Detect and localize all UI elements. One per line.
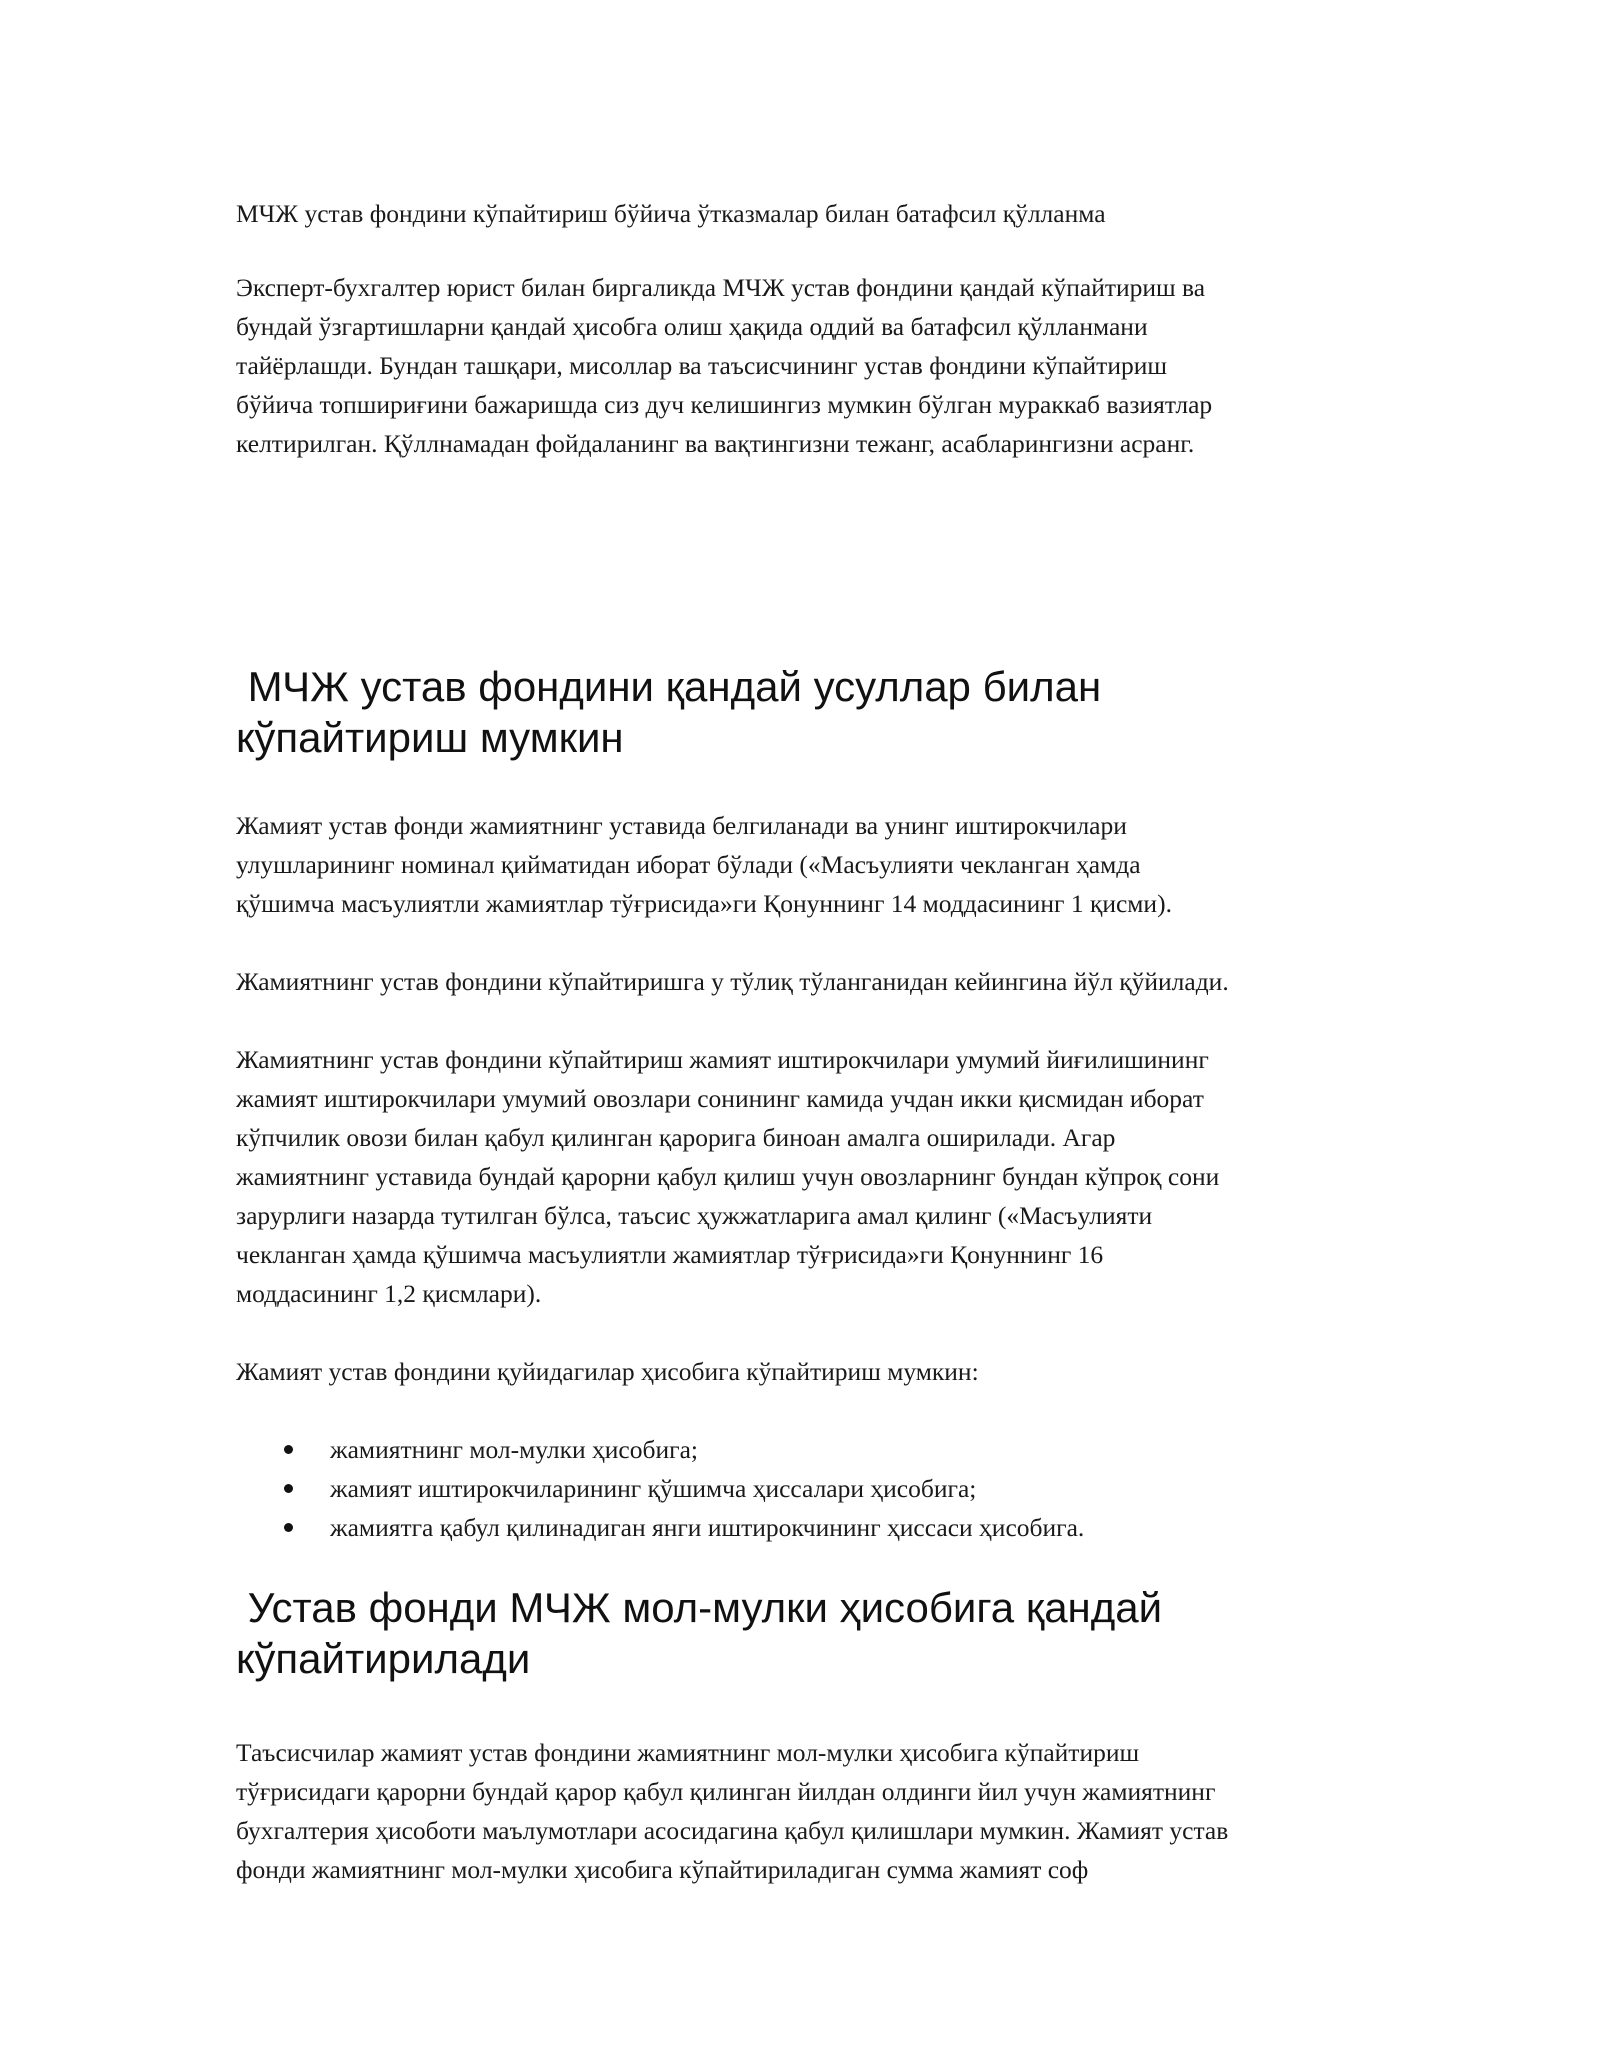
paragraph-line: моддасининг 1,2 қисмлари).: [236, 1279, 542, 1308]
paragraph-line: Жамиятнинг устав фондини кўпайтириш жамият иштирокчилари умумий йиғилишининг: [236, 1045, 1209, 1074]
bullet-icon: [284, 1523, 293, 1532]
paragraph-line: қўшимча масъулиятли жамиятлар тўғрисида»ги Қонуннинг 14 моддасининг 1 қисми).: [236, 889, 1172, 918]
paragraph-line: чекланган ҳамда қўшимча масъулиятли жамиятлар тўғрисида»ги Қонуннинг 16: [236, 1240, 1104, 1269]
bullet-icon: [284, 1484, 293, 1493]
list-item: [236, 1508, 1084, 1547]
intro-line: тайёрлашди. Бундан ташқари, мисоллар ва таъсисчининг устав фондини кўпайтириш: [236, 351, 1167, 380]
paragraph-line: Жамиятнинг устав фондини кўпайтиришга у тўлиқ тўланганидан кейингина йўл қўйилади.: [236, 967, 1229, 996]
paragraph-line: зарурлиги назарда тутилган бўлса, таъсис ҳужжатларига амал қилинг («Масъулияти: [236, 1201, 1153, 1230]
heading-line: кўпайтириш мумкин: [236, 714, 624, 761]
paragraph-full-payment: [236, 962, 1376, 1001]
list-item: [236, 1430, 1084, 1469]
intro-line: бундай ўзгартишларни қандай ҳисобга олиш ҳақида оддий ва батафсил қўлланмани: [236, 312, 1148, 341]
document-title: МЧЖ устав фондини кўпайтириш бўйича ўтказмалар билан батафсил қўлланма: [236, 199, 1106, 228]
paragraph-line: жамиятнинг уставида бундай қарорни қабул қилиш учун овозларнинг бундан кўпроқ сони: [236, 1162, 1220, 1191]
paragraph-line: бухгалтерия ҳисоботи маълумотлари асосидагина қабул қилишлари мумкин. Жамият устав: [236, 1816, 1229, 1845]
intro-line: Эксперт-бухгалтер юрист билан биргаликда МЧЖ устав фондини қандай кўпайтириш ва: [236, 273, 1206, 302]
heading-line: кўпайтирилади: [236, 1635, 531, 1682]
section-heading-methods: [236, 661, 1101, 763]
paragraph-line: фонди жамиятнинг мол-мулки ҳисобига кўпайтириладиган сумма жамият соф: [236, 1855, 1089, 1884]
heading-line: Устав фонди МЧЖ мол-мулки ҳисобига қандай: [236, 1584, 1163, 1631]
paragraph-line: кўпчилик овози билан қабул қилинган қарорига биноан амалга оширилади. Агар: [236, 1123, 1116, 1152]
paragraph-general-meeting: [236, 1040, 1376, 1313]
paragraph-line: Жамият устав фонди жамиятнинг уставида белгиланади ва унинг иштирокчилари: [236, 811, 1127, 840]
intro-line: келтирилган. Қўллнамадан фойдаланинг ва вақтингизни тежанг, асабларингизни асранг.: [236, 429, 1195, 458]
paragraph-increase-sources: [236, 1352, 1376, 1391]
paragraph-line: улушларининг номинал қийматидан иборат бўлади («Масъулияти чекланган ҳамда: [236, 850, 1141, 879]
paragraph-line: тўғрисидаги қарорни бундай қарор қабул қилинган йилдан олдинги йил учун жамиятнинг: [236, 1777, 1216, 1806]
paragraph-founders-decision: [236, 1733, 1376, 1889]
list-item-text: жамиятга қабул қилинадиган янги иштирокчининг ҳиссаси ҳисобига.: [330, 1513, 1085, 1542]
section-heading-property: [236, 1582, 1162, 1684]
list-item-text: жамиятнинг мол-мулки ҳисобига;: [330, 1435, 698, 1464]
paragraph-line: Таъсисчилар жамият устав фондини жамиятнинг мол-мулки ҳисобига кўпайтириш: [236, 1738, 1140, 1767]
paragraph-charter-fund-definition: [236, 806, 1376, 923]
paragraph-line: Жамият устав фондини қуйидагилар ҳисобига кўпайтириш мумкин:: [236, 1357, 979, 1386]
list-item: [236, 1469, 1084, 1508]
bullet-icon: [284, 1445, 293, 1454]
paragraph-line: жамият иштирокчилари умумий овозлари сонининг камида учдан икки қисмидан иборат: [236, 1084, 1204, 1113]
increase-methods-list: [236, 1430, 1084, 1547]
intro-paragraph: [236, 268, 1376, 463]
intro-line: бўйича топшириғини бажаришда сиз дуч келишингиз мумкин бўлган мураккаб вазиятлар: [236, 390, 1213, 419]
list-item-text: жамият иштирокчиларининг қўшимча ҳиссалари ҳисобига;: [330, 1474, 977, 1503]
heading-line: МЧЖ устав фондини қандай усуллар билан: [236, 663, 1102, 710]
